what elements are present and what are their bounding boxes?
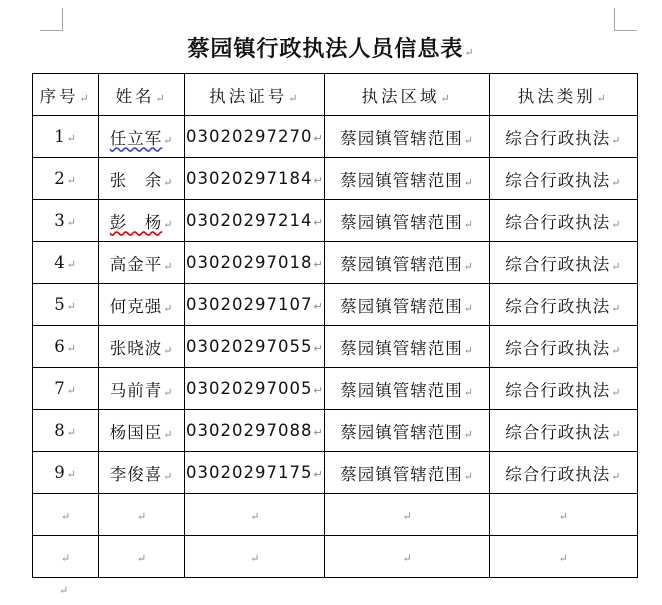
cell-seq[interactable]	[33, 116, 99, 158]
name-text: 何克强	[109, 296, 163, 316]
cert-text: 03020297018	[185, 253, 313, 272]
cert-text: 03020297088	[185, 421, 313, 440]
cell-area[interactable]	[325, 284, 489, 326]
header-seq[interactable]	[33, 74, 99, 116]
paragraph-mark: ↵	[163, 133, 174, 147]
document-title	[0, 34, 662, 68]
area-text: 蔡园镇管辖范围	[340, 338, 463, 358]
paragraph-mark: ↵	[66, 174, 77, 187]
header-category[interactable]	[489, 74, 637, 116]
cell-name[interactable]	[99, 410, 185, 452]
paragraph-mark: ↵	[611, 385, 622, 399]
cell-category[interactable]	[489, 284, 637, 326]
name-text: 杨国臣	[109, 422, 163, 442]
cell-name[interactable]	[99, 368, 185, 410]
paragraph-mark-end: ↵	[59, 584, 69, 597]
paragraph-mark: ↵	[66, 384, 77, 397]
paragraph-mark: ↵	[463, 301, 474, 315]
cell-category[interactable]	[489, 116, 637, 158]
area-text: 蔡园镇管辖范围	[340, 212, 463, 232]
cell-category[interactable]	[489, 536, 637, 578]
category-text: 综合行政执法	[505, 296, 611, 316]
cell-cert[interactable]	[185, 452, 325, 494]
area-text: 蔡园镇管辖范围	[340, 170, 463, 190]
category-text: 综合行政执法	[505, 254, 611, 274]
paragraph-mark: ↵	[313, 426, 324, 439]
category-text: 综合行政执法	[505, 170, 611, 190]
paragraph-mark: ↵	[137, 510, 148, 523]
cell-area[interactable]	[325, 494, 489, 536]
cell-area[interactable]	[325, 368, 489, 410]
cell-cert[interactable]	[185, 326, 325, 368]
paragraph-mark: ↵	[558, 510, 569, 523]
seq-text: 5	[54, 295, 66, 314]
cell-area[interactable]	[325, 158, 489, 200]
seq-text: 6	[54, 337, 66, 356]
area-text: 蔡园镇管辖范围	[340, 296, 463, 316]
cell-seq[interactable]	[33, 536, 99, 578]
cell-seq[interactable]	[33, 200, 99, 242]
table-row	[33, 200, 638, 242]
cell-area[interactable]	[325, 242, 489, 284]
paragraph-mark: ↵	[313, 300, 324, 313]
paragraph-mark: ↵	[611, 343, 622, 357]
paragraph-mark: ↵	[163, 259, 174, 273]
cell-name[interactable]	[99, 116, 185, 158]
seq-text: 4	[54, 253, 66, 272]
paragraph-mark: ↵	[463, 385, 474, 399]
name-text: 高金平	[109, 254, 163, 274]
seq-text: 1	[54, 127, 66, 146]
category-text: 综合行政执法	[505, 338, 611, 358]
header-name-label: 姓名	[115, 86, 155, 106]
cell-name[interactable]	[99, 158, 185, 200]
header-area[interactable]	[325, 74, 489, 116]
table-row	[33, 284, 638, 326]
header-cert[interactable]	[185, 74, 325, 116]
cell-seq[interactable]	[33, 242, 99, 284]
table-row	[33, 116, 638, 158]
cell-area[interactable]	[325, 200, 489, 242]
paragraph-mark: ↵	[66, 216, 77, 229]
paragraph-mark: ↵	[463, 259, 474, 273]
paragraph-mark: ↵	[163, 469, 174, 483]
name-text: 马前青	[109, 380, 163, 400]
cell-name[interactable]	[99, 452, 185, 494]
cell-seq[interactable]	[33, 284, 99, 326]
category-text: 综合行政执法	[505, 128, 611, 148]
paragraph-mark: ↵	[464, 46, 475, 59]
cell-seq[interactable]	[33, 494, 99, 536]
paragraph-mark: ↵	[558, 552, 569, 565]
paragraph-mark: ↵	[611, 259, 622, 273]
cell-name[interactable]	[99, 536, 185, 578]
paragraph-mark: ↵	[60, 510, 72, 523]
cell-seq[interactable]	[33, 368, 99, 410]
paragraph-mark: ↵	[313, 468, 324, 481]
header-category-label: 执法类别	[517, 86, 596, 106]
area-text: 蔡园镇管辖范围	[340, 464, 463, 484]
cell-cert[interactable]	[185, 200, 325, 242]
cell-category[interactable]	[489, 242, 637, 284]
header-area-label: 执法区域	[361, 86, 440, 106]
cell-seq[interactable]	[33, 410, 99, 452]
cert-text: 03020297214	[185, 211, 313, 230]
paragraph-mark: ↵	[66, 300, 77, 313]
paragraph-mark: ↵	[60, 552, 72, 565]
seq-text: 2	[54, 169, 66, 188]
paragraph-mark: ↵	[313, 384, 324, 397]
name-text: 张晓波	[109, 338, 163, 358]
paragraph-mark: ↵	[440, 91, 453, 105]
empty-table-row	[33, 536, 638, 578]
cell-area[interactable]	[325, 410, 489, 452]
cell-category[interactable]	[489, 200, 637, 242]
paragraph-mark: ↵	[66, 468, 77, 481]
paragraph-mark: ↵	[463, 217, 474, 231]
category-text: 综合行政执法	[505, 422, 611, 442]
cert-text: 03020297005	[185, 379, 313, 398]
paragraph-mark: ↵	[250, 552, 261, 565]
seq-text: 3	[54, 211, 66, 230]
cell-category[interactable]	[489, 368, 637, 410]
cell-seq[interactable]	[33, 158, 99, 200]
paragraph-mark: ↵	[163, 301, 174, 315]
cell-seq[interactable]	[33, 326, 99, 368]
paragraph-mark: ↵	[611, 427, 622, 441]
paragraph-mark: ↵	[163, 343, 174, 357]
seq-text: 7	[54, 379, 66, 398]
cell-cert[interactable]	[185, 494, 325, 536]
paragraph-mark: ↵	[66, 258, 77, 271]
cert-text: 03020297055	[185, 337, 313, 356]
table-row	[33, 410, 638, 452]
table-row	[33, 158, 638, 200]
cell-category[interactable]	[489, 326, 637, 368]
area-text: 蔡园镇管辖范围	[340, 422, 463, 442]
cell-category[interactable]	[489, 410, 637, 452]
paragraph-mark: ↵	[611, 175, 622, 189]
cell-cert[interactable]	[185, 284, 325, 326]
cert-text: 03020297175	[185, 463, 313, 482]
paragraph-mark: ↵	[463, 469, 474, 483]
seq-text: 9	[54, 463, 66, 482]
paragraph-mark: ↵	[66, 342, 77, 355]
paragraph-mark: ↵	[402, 510, 413, 523]
cell-category[interactable]	[489, 452, 637, 494]
document-title-text: 蔡园镇行政执法人员信息表	[187, 36, 464, 62]
category-text: 综合行政执法	[505, 464, 611, 484]
cell-cert[interactable]	[185, 536, 325, 578]
cert-text: 03020297184	[185, 169, 313, 188]
area-text: 蔡园镇管辖范围	[340, 254, 463, 274]
paragraph-mark: ↵	[402, 552, 413, 565]
paragraph-mark: ↵	[163, 217, 174, 231]
name-text: 张 余	[109, 170, 163, 190]
paragraph-mark: ↵	[163, 385, 174, 399]
cell-category[interactable]	[489, 494, 637, 536]
paragraph-mark: ↵	[611, 469, 622, 483]
area-text: 蔡园镇管辖范围	[340, 128, 463, 148]
cell-name[interactable]	[99, 284, 185, 326]
paragraph-mark: ↵	[611, 217, 622, 231]
category-text: 综合行政执法	[505, 380, 611, 400]
name-text: 李俊喜	[109, 464, 163, 484]
paragraph-mark: ↵	[155, 91, 168, 105]
cell-cert[interactable]	[185, 410, 325, 452]
paragraph-mark: ↵	[313, 132, 324, 145]
paragraph-mark: ↵	[463, 427, 474, 441]
paragraph-mark: ↵	[79, 91, 92, 105]
header-cert-label: 执法证号	[209, 86, 288, 106]
paragraph-mark: ↵	[163, 175, 174, 189]
name-text: 任立军	[109, 128, 163, 148]
cell-name[interactable]	[99, 200, 185, 242]
category-text: 综合行政执法	[505, 212, 611, 232]
paragraph-mark: ↵	[463, 133, 474, 147]
paragraph-mark: ↵	[463, 175, 474, 189]
paragraph-mark: ↵	[137, 552, 148, 565]
empty-table-row	[33, 494, 638, 536]
table-row	[33, 326, 638, 368]
header-seq-label: 序号	[39, 86, 79, 106]
cell-seq[interactable]	[33, 452, 99, 494]
table-row	[33, 242, 638, 284]
paragraph-mark: ↵	[611, 301, 622, 315]
paragraph-mark: ↵	[66, 132, 77, 145]
paragraph-mark: ↵	[611, 133, 622, 147]
cell-cert[interactable]	[185, 368, 325, 410]
paragraph-mark: ↵	[313, 258, 324, 271]
cell-cert[interactable]	[185, 116, 325, 158]
cell-area[interactable]	[325, 326, 489, 368]
paragraph-mark: ↵	[66, 426, 77, 439]
paragraph-mark: ↵	[163, 427, 174, 441]
header-name[interactable]	[99, 74, 185, 116]
table-header-row	[33, 74, 638, 116]
table-row	[33, 368, 638, 410]
seq-text: 8	[54, 421, 66, 440]
paragraph-mark: ↵	[313, 342, 324, 355]
paragraph-mark: ↵	[313, 216, 324, 229]
cell-area[interactable]	[325, 536, 489, 578]
table-row	[33, 452, 638, 494]
margin-corner-top-left	[40, 8, 63, 31]
name-text: 彭 杨	[109, 212, 163, 232]
paragraph-mark: ↵	[250, 510, 261, 523]
cell-name[interactable]	[99, 494, 185, 536]
cert-text: 03020297270	[185, 127, 313, 146]
area-text: 蔡园镇管辖范围	[340, 380, 463, 400]
cell-category[interactable]	[489, 158, 637, 200]
cell-name[interactable]	[99, 326, 185, 368]
cert-text: 03020297107	[185, 295, 313, 314]
personnel-table	[32, 73, 638, 578]
cell-cert[interactable]	[185, 242, 325, 284]
cell-cert[interactable]	[185, 158, 325, 200]
paragraph-mark: ↵	[463, 343, 474, 357]
margin-corner-top-right	[614, 8, 637, 31]
cell-area[interactable]	[325, 452, 489, 494]
cell-name[interactable]	[99, 242, 185, 284]
cell-area[interactable]	[325, 116, 489, 158]
paragraph-mark: ↵	[313, 174, 324, 187]
paragraph-mark: ↵	[288, 91, 301, 105]
paragraph-mark: ↵	[596, 91, 609, 105]
